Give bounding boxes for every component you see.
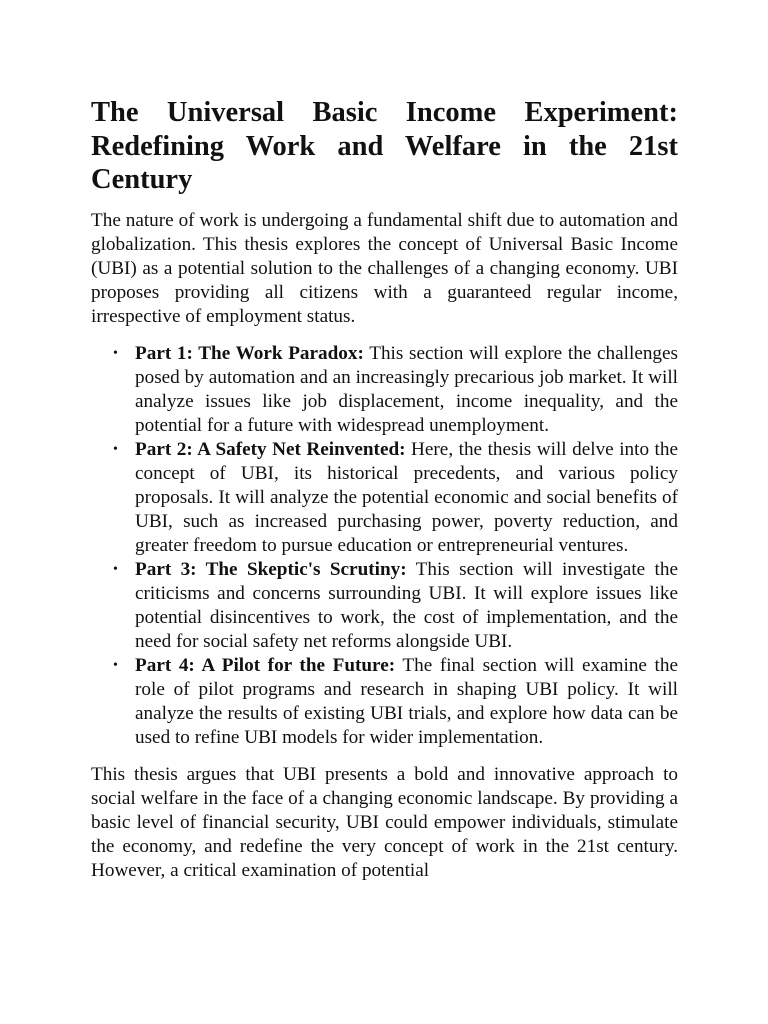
part-heading: Part 3: The Skeptic's Scrutiny: [135, 558, 407, 580]
list-item-part-1 [113, 342, 679, 438]
bullet-icon: • [113, 561, 118, 577]
part-heading: Part 4: A Pilot for the Future: [135, 654, 396, 676]
list-item-part-4 [113, 654, 678, 750]
part-text: The final section will examine the role of pilot programs and research in shaping UBI policy. It will analyze the results of existing UBI trials, and explore how data can be used to refine UBI models for wider implementation. [135, 654, 678, 748]
list-item-part-2 [113, 438, 678, 558]
bullet-icon: • [113, 657, 118, 673]
part-text: This section will investigate the criticisms and concerns surrounding UBI. It will explore issues like potential disincentives to work, the cost of implementation, and the need for social safety net reforms alongside UBI. [135, 558, 678, 652]
bullet-icon: • [113, 441, 118, 457]
conclusion-paragraph: This thesis argues that UBI presents a bold and innovative approach to social welfare in the face of a changing economic landscape. By providing a basic level of financial security, UBI could empower individuals, stimulate the economy, and redefine the very concept of work in the 21st century. However, a critical examination of potential [91, 763, 678, 881]
part-heading: Part 2: A Safety Net Reinvented: [135, 438, 406, 460]
intro-paragraph: The nature of work is undergoing a fundamental shift due to automation and globalization. This thesis explores the concept of Universal Basic Income (UBI) as a potential solution to the challenges of a changing economy. UBI proposes providing all citizens with a guaranteed regular income, irrespective of employment status. [91, 209, 678, 327]
parts-list [91, 342, 678, 750]
list-item-part-3 [113, 558, 678, 654]
part-heading: Part 1: The Work Paradox: [135, 342, 364, 364]
part-text: Here, the thesis will delve into the concept of UBI, its historical precedents, and various policy proposals. It will analyze the potential economic and social benefits of UBI, such as increased purchasing power, poverty reduction, and greater freedom to pursue education or entrepreneurial ventures. [135, 438, 678, 556]
part-text: This section will explore the challenges posed by automation and an increasingly precarious job market. It will analyze issues like job displacement, income inequality, and the potential for a future with widespread unemployment. [135, 342, 679, 436]
document-title: The Universal Basic Income Experiment: Redefining Work and Welfare in the 21st Century [91, 97, 678, 195]
bullet-icon: • [113, 345, 118, 361]
document-page [91, 96, 678, 883]
